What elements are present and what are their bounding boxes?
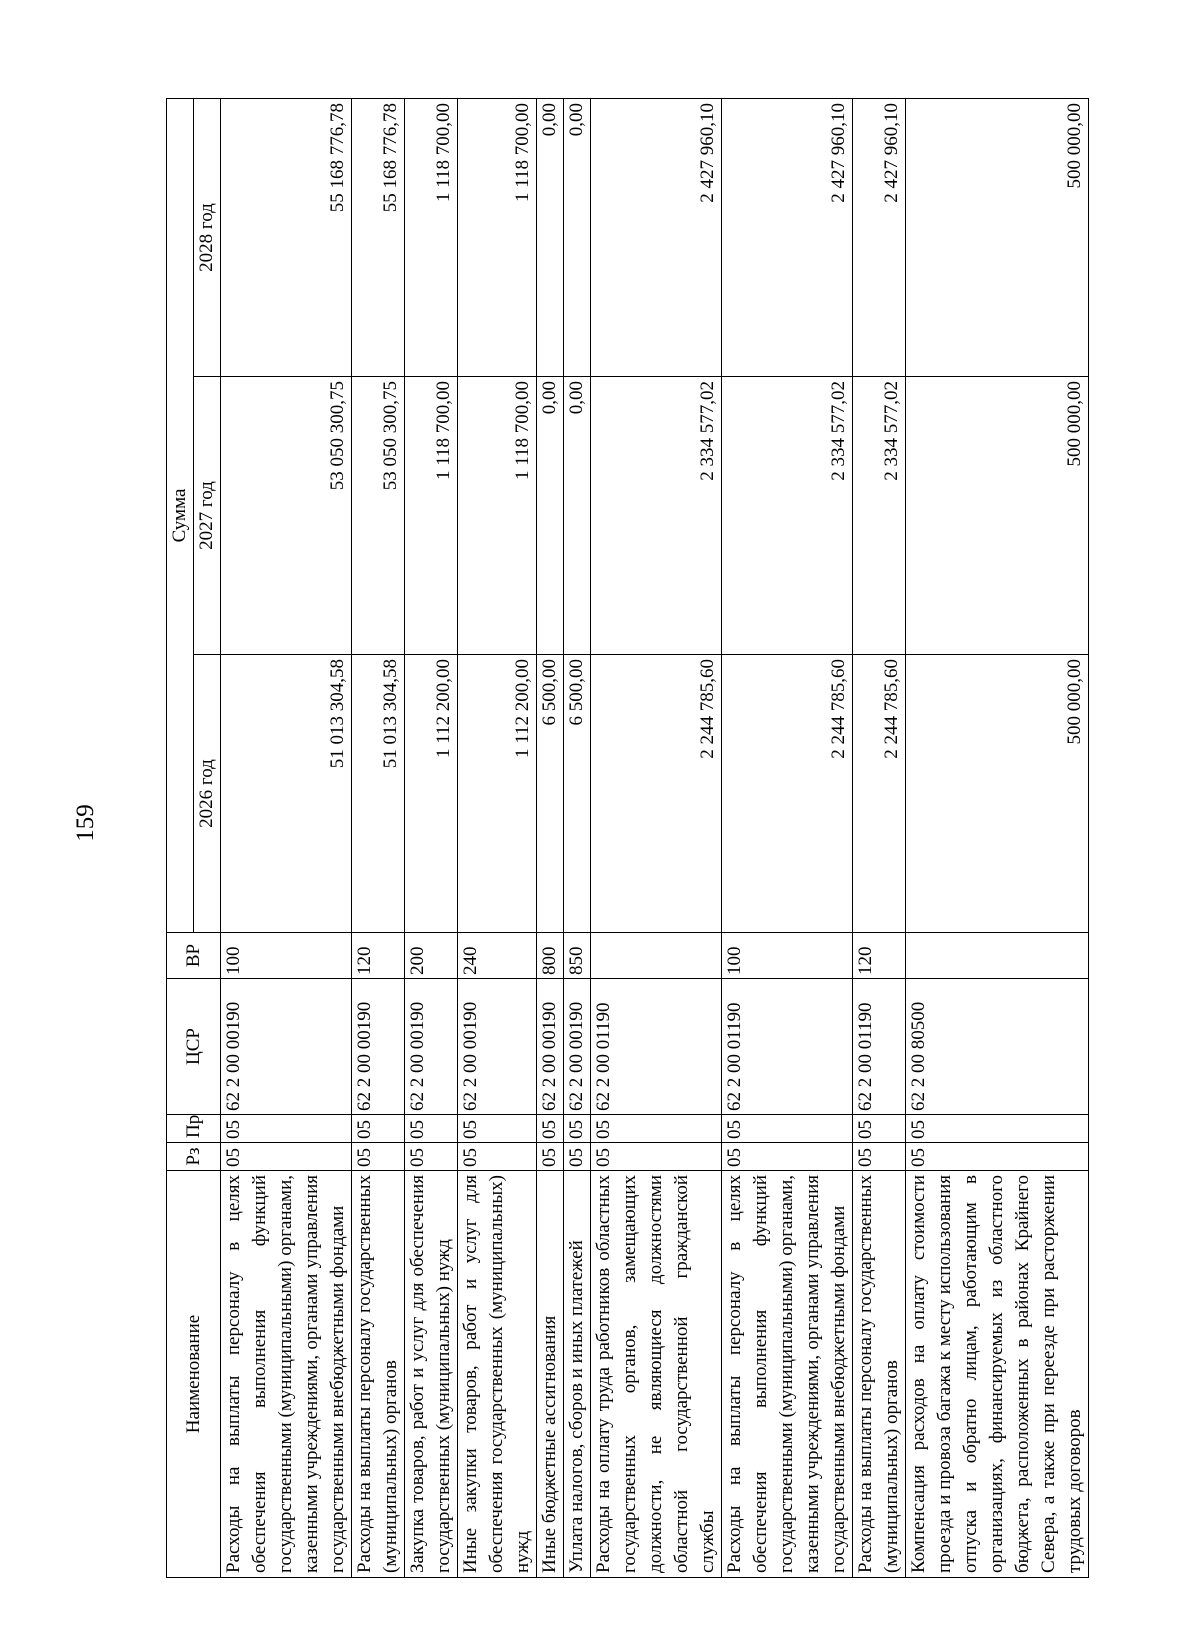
row-sum-2027: 1 118 700,00 [405,377,458,655]
header-rz: Рз [167,1143,221,1171]
row-name: Расходы на выплаты персоналу в целях обеспечения выполнения функций государственными (муниципальными) органами, казенными учреждениями, органами управления государственными внебюджетными фондами [221,1171,352,1578]
row-name: Иные бюджетные ассигнования [537,1171,564,1578]
row-sum-2026: 51 013 304,58 [221,655,352,933]
row-sum-2026: 2 244 785,60 [722,655,853,933]
row-vr [591,933,722,979]
row-rz: 05 [458,1143,537,1171]
header-sum: Сумма [167,99,194,933]
header-pr: Пр [167,1115,221,1143]
header-2028: 2028 год [194,99,221,377]
row-pr: 05 [906,1115,1089,1143]
row-sum-2027: 53 050 300,75 [221,377,352,655]
row-name: Расходы на выплаты персоналу в целях обеспечения выполнения функций государственными (муниципальными) органами, казенными учреждениями, органами управления государственными внебюджетными фондами [722,1171,853,1578]
row-pr: 05 [537,1115,564,1143]
row-name: Иные закупки товаров, работ и услуг для обеспечения государственных (муниципальных) нужд [458,1171,537,1578]
page-number: 159 [72,804,99,842]
table-row [537,99,564,1578]
row-rz: 05 [591,1143,722,1171]
row-sum-2026: 1 112 200,00 [458,655,537,933]
row-sum-2026: 6 500,00 [564,655,591,933]
row-vr: 100 [221,933,352,979]
row-sum-2026: 500 000,00 [906,655,1089,933]
row-rz: 05 [564,1143,591,1171]
table-row [722,99,853,1578]
header-csr: ЦСР [167,979,221,1115]
row-csr: 62 2 00 80500 [906,979,1089,1115]
table-row [853,99,906,1578]
row-sum-2028: 0,00 [537,99,564,377]
row-sum-2027: 2 334 577,02 [853,377,906,655]
table-rotator [166,99,1085,1578]
table-row [221,99,352,1578]
budget-table [166,98,1089,1578]
row-rz: 05 [722,1143,853,1171]
row-rz: 05 [405,1143,458,1171]
row-rz: 05 [352,1143,405,1171]
row-pr: 05 [352,1115,405,1143]
row-sum-2026: 1 112 200,00 [405,655,458,933]
table-row [591,99,722,1578]
row-vr: 120 [352,933,405,979]
row-pr: 05 [405,1115,458,1143]
table-row [564,99,591,1578]
row-csr: 62 2 00 00190 [405,979,458,1115]
header-vr: ВР [167,933,221,979]
row-name: Расходы на выплаты персоналу государственных (муниципальных) органов [352,1171,405,1578]
row-sum-2028: 2 427 960,10 [853,99,906,377]
row-csr: 62 2 00 00190 [352,979,405,1115]
row-sum-2028: 2 427 960,10 [591,99,722,377]
table-row [458,99,537,1578]
row-csr: 62 2 00 00190 [564,979,591,1115]
row-csr: 62 2 00 01190 [722,979,853,1115]
row-sum-2027: 0,00 [564,377,591,655]
row-vr: 850 [564,933,591,979]
row-name: Закупка товаров, работ и услуг для обеспечения государственных (муниципальных) нужд [405,1171,458,1578]
row-csr: 62 2 00 00190 [537,979,564,1115]
header-2027: 2027 год [194,377,221,655]
row-sum-2027: 2 334 577,02 [591,377,722,655]
row-rz: 05 [537,1143,564,1171]
row-sum-2028: 55 168 776,78 [221,99,352,377]
table-row [906,99,1089,1578]
row-vr [906,933,1089,979]
row-vr: 800 [537,933,564,979]
row-name: Уплата налогов, сборов и иных платежей [564,1171,591,1578]
row-sum-2027: 53 050 300,75 [352,377,405,655]
row-sum-2026: 51 013 304,58 [352,655,405,933]
row-sum-2026: 2 244 785,60 [591,655,722,933]
row-csr: 62 2 00 00190 [458,979,537,1115]
header-name: Наименование [167,1171,221,1578]
table-row [405,99,458,1578]
row-name: Расходы на оплату труда работников областных государственных органов, замещающих должности, не являющиеся должностями областной государственной гражданской службы [591,1171,722,1578]
row-csr: 62 2 00 01190 [591,979,722,1115]
row-vr: 120 [853,933,906,979]
row-rz: 05 [906,1143,1089,1171]
row-sum-2028: 500 000,00 [906,99,1089,377]
row-pr: 05 [564,1115,591,1143]
row-sum-2028: 1 118 700,00 [405,99,458,377]
row-rz: 05 [853,1143,906,1171]
row-sum-2028: 2 427 960,10 [722,99,853,377]
row-sum-2028: 0,00 [564,99,591,377]
row-sum-2027: 1 118 700,00 [458,377,537,655]
row-sum-2028: 1 118 700,00 [458,99,537,377]
row-name: Компенсация расходов на оплату стоимости проезда и провоза багажа к месту использования отпуска и обратно лицам, работающим в организациях, финансируемых из областного бюджета, расположенных в районах Крайнего Севера, а также при переезде при расторжении трудовых договоров [906,1171,1089,1578]
header-2026: 2026 год [194,655,221,933]
row-pr: 05 [458,1115,537,1143]
row-vr: 240 [458,933,537,979]
row-pr: 05 [221,1115,352,1143]
row-pr: 05 [591,1115,722,1143]
row-csr: 62 2 00 00190 [221,979,352,1115]
row-csr: 62 2 00 01190 [853,979,906,1115]
row-sum-2027: 2 334 577,02 [722,377,853,655]
row-sum-2028: 55 168 776,78 [352,99,405,377]
row-name: Расходы на выплаты персоналу государственных (муниципальных) органов [853,1171,906,1578]
row-sum-2026: 2 244 785,60 [853,655,906,933]
row-vr: 100 [722,933,853,979]
row-pr: 05 [722,1115,853,1143]
row-pr: 05 [853,1115,906,1143]
row-vr: 200 [405,933,458,979]
row-sum-2027: 500 000,00 [906,377,1089,655]
row-sum-2026: 6 500,00 [537,655,564,933]
table-row [352,99,405,1578]
row-sum-2027: 0,00 [537,377,564,655]
row-rz: 05 [221,1143,352,1171]
